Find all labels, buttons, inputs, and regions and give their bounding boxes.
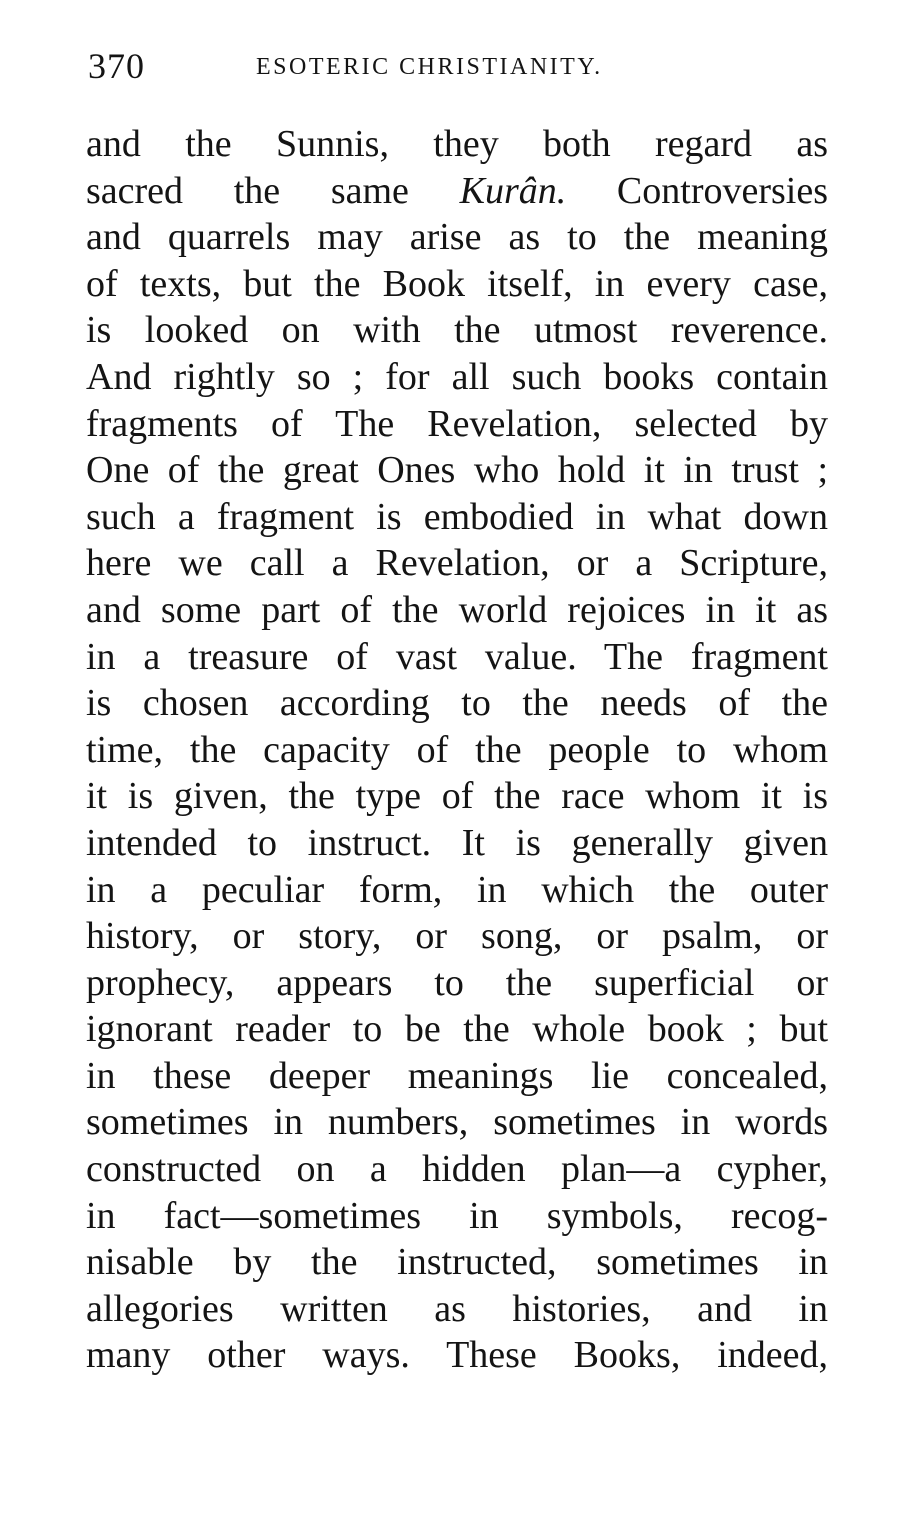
text-line: in fact—sometimes in symbols, recog- [86, 1194, 828, 1237]
text-line: allegories written as histories, and in [86, 1287, 828, 1330]
text-line: nisable by the instructed, sometimes in [86, 1241, 828, 1284]
text-line: in these deeper meanings lie concealed, [86, 1054, 828, 1097]
text-line: and quarrels may arise as to the meaning [86, 216, 828, 259]
text-line: here we call a Revelation, or a Scripture, [86, 542, 828, 585]
italic-title: Kurân. [459, 169, 567, 212]
text-line: of texts, but the Book itself, in every case, [86, 262, 828, 305]
text-line: fragments of The Revelation, selected by [86, 402, 828, 445]
text-line: And rightly so ; for all such books contain [86, 355, 828, 398]
text-line: in a treasure of vast value. The fragment [86, 635, 828, 678]
text-line: constructed on a hidden plan—a cypher, [86, 1148, 828, 1191]
text-line: sometimes in numbers, sometimes in words [86, 1101, 828, 1144]
running-head [88, 46, 828, 86]
running-title: ESOTERIC CHRISTIANITY. [256, 54, 603, 80]
body-text [86, 121, 828, 1379]
text-line: ignorant reader to be the whole book ; but [86, 1008, 828, 1051]
text-line: is looked on with the utmost reverence. [86, 309, 828, 352]
page-number: 370 [88, 46, 145, 86]
text-line-with-italic [86, 168, 828, 215]
text-line: prophecy, appears to the superficial or [86, 961, 828, 1004]
text-line: many other ways. These Books, indeed, [86, 1334, 828, 1377]
text-fragment: Controversies [616, 169, 828, 212]
text-line: time, the capacity of the people to whom [86, 728, 828, 771]
text-line: One of the great Ones who hold it in trust ; [86, 449, 828, 492]
text-line: and the Sunnis, they both regard as [86, 123, 828, 165]
text-line: history, or story, or song, or psalm, or [86, 915, 828, 958]
text-line: intended to instruct. It is generally given [86, 821, 828, 864]
text-line: such a fragment is embodied in what down [86, 495, 828, 538]
text-fragment: sacred the same [86, 169, 460, 212]
text-line: in a peculiar form, in which the outer [86, 868, 828, 911]
text-line: and some part of the world rejoices in it as [86, 588, 828, 631]
text-line: it is given, the type of the race whom it is [86, 775, 828, 818]
text-line: is chosen according to the needs of the [86, 682, 828, 725]
